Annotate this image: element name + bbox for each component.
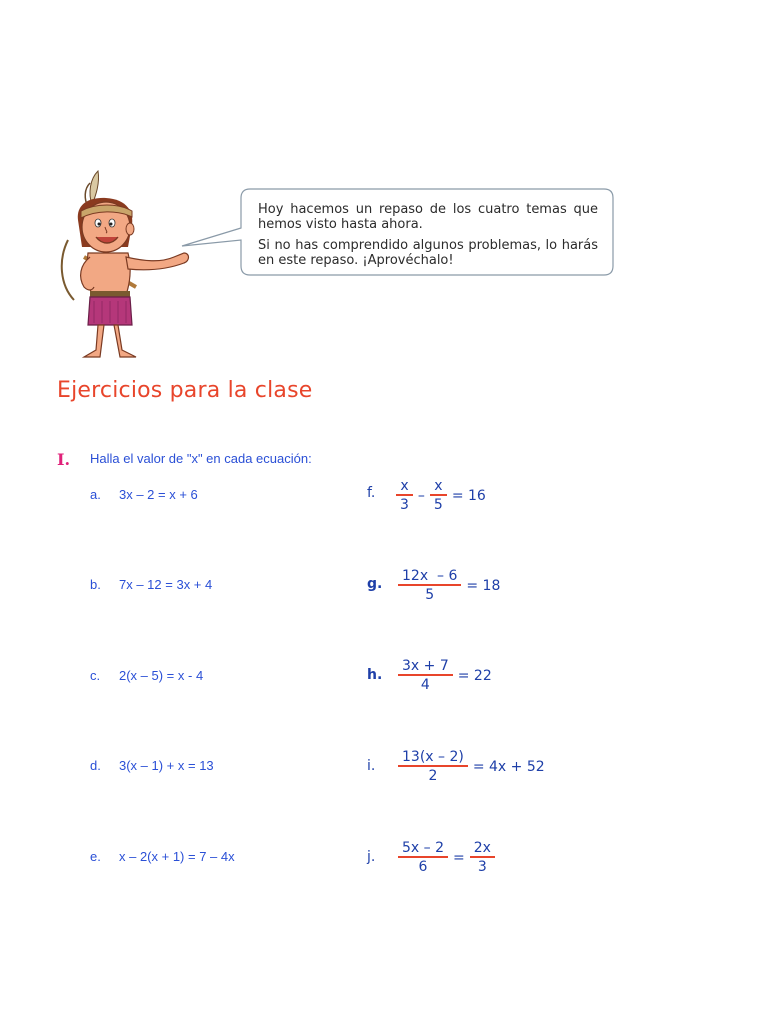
exercise-label-d: d.	[90, 758, 101, 773]
right-hand-side: = 22	[457, 667, 492, 684]
fraction-denominator: 4	[420, 676, 430, 693]
exercise-label-g: g.	[367, 576, 383, 592]
bubble-paragraph-2: Si no has comprendido algunos problemas, lo harás en este repaso. ¡Aprovéchalo!	[258, 238, 598, 268]
exercise-equation-a: 3x – 2 = x + 6	[119, 487, 198, 502]
fraction-denominator: 3	[400, 496, 409, 513]
exercise-label-a: a.	[90, 487, 101, 502]
speech-bubble-text	[258, 202, 598, 274]
fraction-f-2	[430, 478, 447, 514]
fraction-numerator: 12x – 6	[402, 568, 458, 584]
exercise-equation-d: 3(x – 1) + x = 13	[119, 758, 214, 773]
fraction-f-1	[396, 478, 413, 514]
fraction-numerator: 2x	[473, 840, 491, 856]
fraction-numerator: 3x + 7	[402, 658, 449, 674]
mascot-illustration	[48, 165, 198, 365]
fraction-numerator: 5x – 2	[402, 840, 444, 856]
exercise-equation-f	[394, 478, 489, 514]
operator: –	[417, 487, 425, 504]
exercise-label-f: f.	[367, 485, 376, 501]
exercise-label-h: h.	[367, 667, 383, 683]
right-hand-side: = 16	[451, 487, 486, 504]
fraction-denominator: 5	[425, 586, 435, 603]
exercise-equation-c: 2(x – 5) = x - 4	[119, 668, 204, 683]
exercise-label-c: c.	[90, 668, 101, 683]
exercise-equation-j	[396, 840, 497, 876]
fraction-denominator: 2	[428, 767, 438, 784]
exercise-equation-b: 7x – 12 = 3x + 4	[119, 577, 213, 592]
fraction-j-2	[470, 840, 495, 876]
fraction-g	[398, 568, 461, 604]
exercise-equation-i	[396, 749, 548, 785]
exercise-label-j: j.	[367, 849, 376, 865]
fraction-h	[398, 658, 453, 694]
part-instruction: Halla el valor de "x" en cada ecuación:	[90, 451, 312, 466]
exercise-equation-g	[396, 568, 503, 604]
operator: =	[453, 849, 465, 866]
fraction-denominator: 6	[418, 858, 428, 875]
exercise-equation-e: x – 2(x + 1) = 7 – 4x	[119, 849, 235, 864]
fraction-j-1	[398, 840, 448, 876]
exercise-label-i: i.	[367, 758, 376, 774]
fraction-denominator: 5	[433, 496, 443, 513]
exercise-label-e: e.	[90, 849, 101, 864]
fraction-numerator: x	[400, 478, 409, 494]
fraction-numerator: 13(x – 2)	[402, 749, 464, 765]
fraction-numerator: x	[434, 478, 443, 494]
fraction-i	[398, 749, 468, 785]
fraction-denominator: 3	[477, 858, 487, 875]
section-title: Ejercicios para la clase	[57, 378, 313, 403]
exercise-equation-h	[396, 658, 495, 694]
part-numeral: I.	[57, 450, 71, 469]
bubble-paragraph-1: Hoy hacemos un repaso de los cuatro temas que hemos visto hasta ahora.	[258, 202, 598, 232]
right-hand-side: = 4x + 52	[472, 758, 545, 775]
exercise-label-b: b.	[90, 577, 101, 592]
right-hand-side: = 18	[466, 577, 501, 594]
